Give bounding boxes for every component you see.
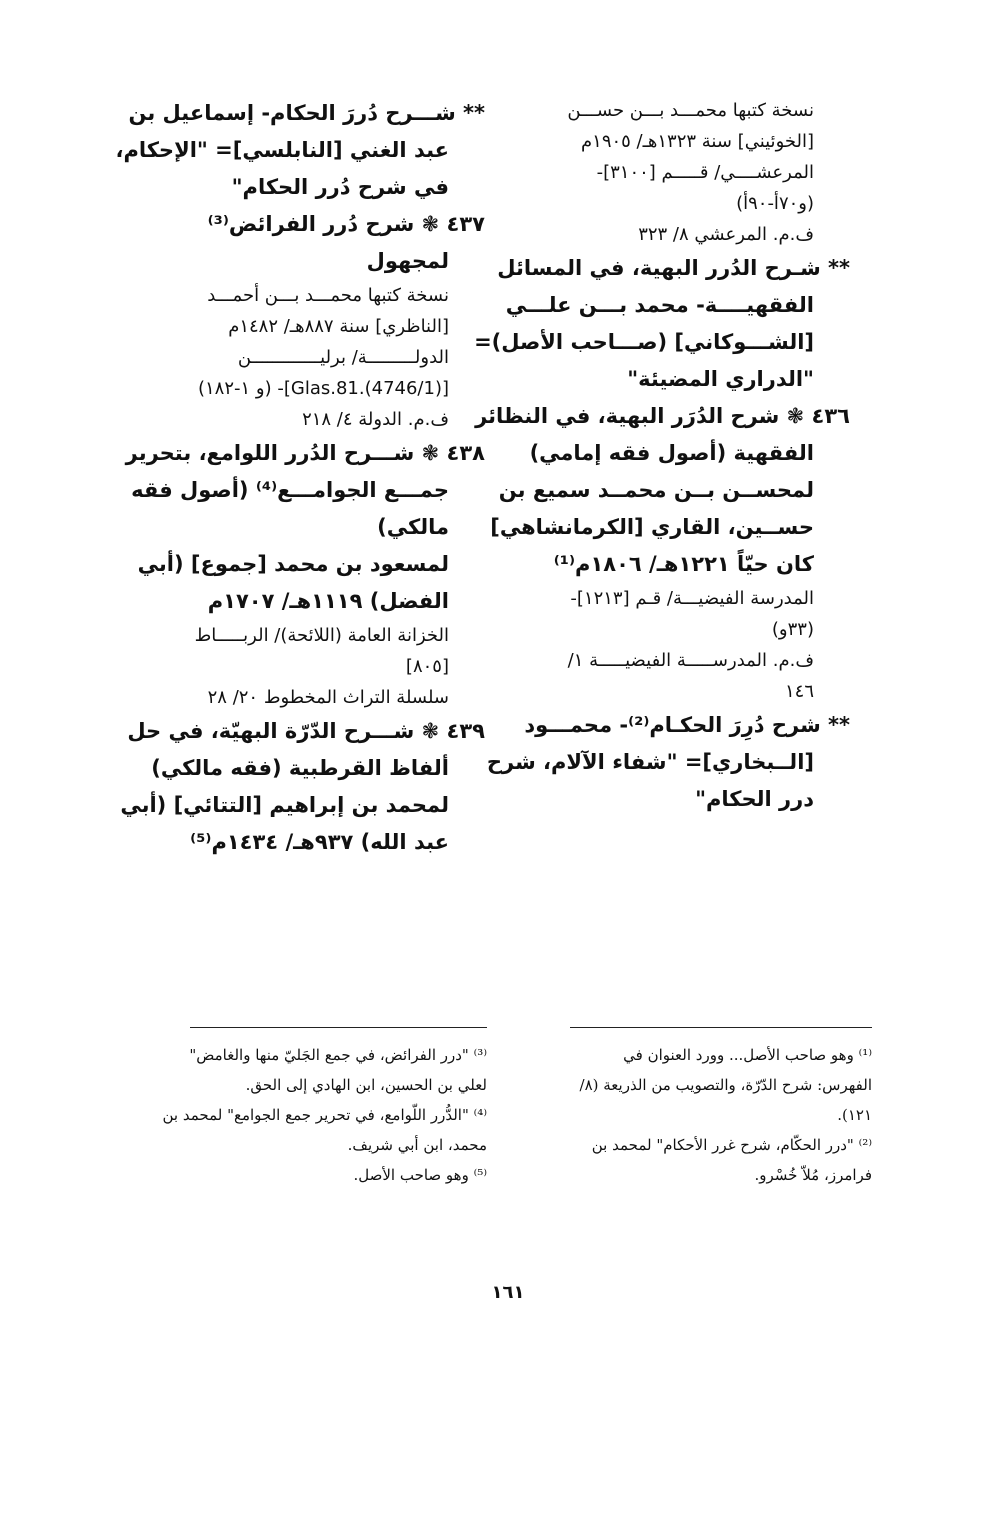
text-line: نسخة كتبها محمـــد بـــن أحمـــد — [207, 285, 449, 306]
text-line: حســين، القاري [الكرمانشاهي] — [490, 515, 814, 539]
text-line: في شرح دُرر الحكام" — [231, 175, 449, 199]
text-line: ** شـرح الدُرر البهية، في المسائل — [497, 256, 850, 280]
text-line: ** شـــرح دُررَ الحكام- إسماعيل بن — [128, 101, 485, 125]
text-line: عبد الله) ٩٣٧هـ/ ١٤٣٤م⁽⁵⁾ — [190, 830, 449, 854]
text-line: ف.م. المدرســـــة الفيضيـــــة ١/ — [567, 650, 814, 671]
text-line: ٤٣٧ ❃ شرح دُرر الفرائض⁽³⁾ — [207, 212, 485, 236]
footnote-line: لعلي بن الحسين، ابن الهادي إلى الحق. — [245, 1076, 487, 1094]
footnotes-left — [145, 1040, 487, 1190]
text-line: عبد الغني [النابلسي]= "الإحكام، — [115, 138, 449, 162]
footnote-line: ١٢١). — [837, 1106, 872, 1124]
text-line: الخزانة العامة (اللائحة)/ الربـــــاط — [194, 625, 449, 646]
text-line: الدولـــــــــة/ برليـــــــــــــن — [237, 347, 449, 368]
text-line: ** شرح دُرِرَ الحكـام⁽²⁾- محمـــود — [524, 713, 850, 737]
text-line: الفقهية (أصول فقه إمامي) — [529, 441, 814, 465]
right-column — [474, 95, 850, 818]
text-line: مالكي) — [377, 515, 449, 539]
footnote-line: ⁽²⁾ "درر الحكّام، شرح غرر الأحكام" لمحمد بن — [591, 1136, 872, 1154]
text-line: "الدراري المضيئة" — [627, 367, 814, 391]
text-line: ٤٣٩ ❃ شـــرح الدّرّة البهيّة، في حل — [127, 719, 485, 743]
text-line: نسخة كتبها محمـــد بـــن حســـن — [567, 100, 814, 121]
text-line: [الــبخاري]= "شفاء الآلام، شرح — [486, 750, 814, 774]
footnote-line: ⁽¹⁾ وهو صاحب الأصل... وورد العنوان في — [623, 1046, 872, 1064]
footnote-line: الفهرس: شرح الدّرّة، والتصويب من الذريعة (٨/ — [579, 1076, 872, 1094]
footnote-line: فرامرز، مُلاّ خُسْرو. — [754, 1166, 872, 1184]
text-line: [Glas.81.(4746/1)]- (و ١-١٨٢) — [197, 378, 449, 399]
text-line: المدرسة الفيضيـــة/ قـم [١٢١٣]- — [570, 588, 814, 609]
text-line: ٤٣٦ ❃ شرح الدُرَر البهية، في النظائر — [475, 404, 850, 428]
footnotes-right — [520, 1040, 872, 1190]
text-line: لمحمد بن إبراهيم [التتائي] (أبي — [120, 793, 449, 817]
footnote-line: ⁽⁴⁾ "الدُّرر اللّوامع، في تحرير جمع الجوامع" لمحمد بن — [162, 1106, 487, 1124]
text-line: الفضل) ١١١٩هـ/ ١٧٠٧م — [207, 589, 449, 613]
footnote-line: ⁽⁵⁾ وهو صاحب الأصل. — [353, 1166, 487, 1184]
text-line: كان حيّاً ١٢٢١هـ/ ١٨٠٦م⁽¹⁾ — [553, 552, 814, 576]
text-line: [الناظري] سنة ٨٨٧هـ/ ١٤٨٢م — [228, 316, 449, 337]
text-line: لمحســن بــن محمــد سميع بن — [498, 478, 814, 502]
text-line: [٨٠٥] — [405, 656, 449, 677]
footnote-line: ⁽³⁾ "درر الفرائض، في جمع الجَليّ منها والغامض" — [189, 1046, 487, 1064]
text-line: ألفاظ القرطبية (فقه مالكي) — [151, 756, 449, 780]
text-line: الفقهيــــة- محمد بـــن علـــي — [505, 293, 814, 317]
text-line: درر الحكام" — [695, 787, 814, 811]
text-line: المرعشــــي/ قـــــم [٣١٠٠]- — [596, 162, 814, 183]
text-line: (٣٣و) — [771, 619, 814, 640]
footnote-divider-right — [570, 1027, 872, 1028]
text-line: ف.م. الدولة ٤/ ٢١٨ — [302, 409, 449, 430]
text-line: [الشـــوكاني] (صـــاحب الأصل)= — [474, 330, 814, 354]
text-line: ف.م. المرعشي ٨/ ٣٢٣ — [638, 224, 814, 245]
left-column — [115, 95, 485, 861]
text-line: [الخوئيني] سنة ١٣٢٣هـ/ ١٩٠٥م — [581, 131, 814, 152]
text-line: ٤٣٨ ❃ شـــرح الدُرر اللوامع، بتحرير — [125, 441, 485, 465]
page-number: ١٦١ — [491, 1282, 525, 1303]
text-line: جمـــع الجوامـــع⁽⁴⁾ (أصول فقه — [131, 478, 449, 502]
footnote-line: محمد، ابن أبي شريف. — [347, 1136, 487, 1154]
text-line: (و٧٠أ-٩٠أ) — [736, 193, 814, 214]
footnote-divider-left — [190, 1027, 487, 1028]
text-line: لمسعود بن محمد [جموع] (أبي — [137, 552, 449, 576]
text-line: سلسلة التراث المخطوط ٢٠/ ٢٨ — [207, 687, 449, 708]
text-line: لمجهول — [366, 249, 449, 273]
text-line: ١٤٦ — [784, 681, 814, 702]
